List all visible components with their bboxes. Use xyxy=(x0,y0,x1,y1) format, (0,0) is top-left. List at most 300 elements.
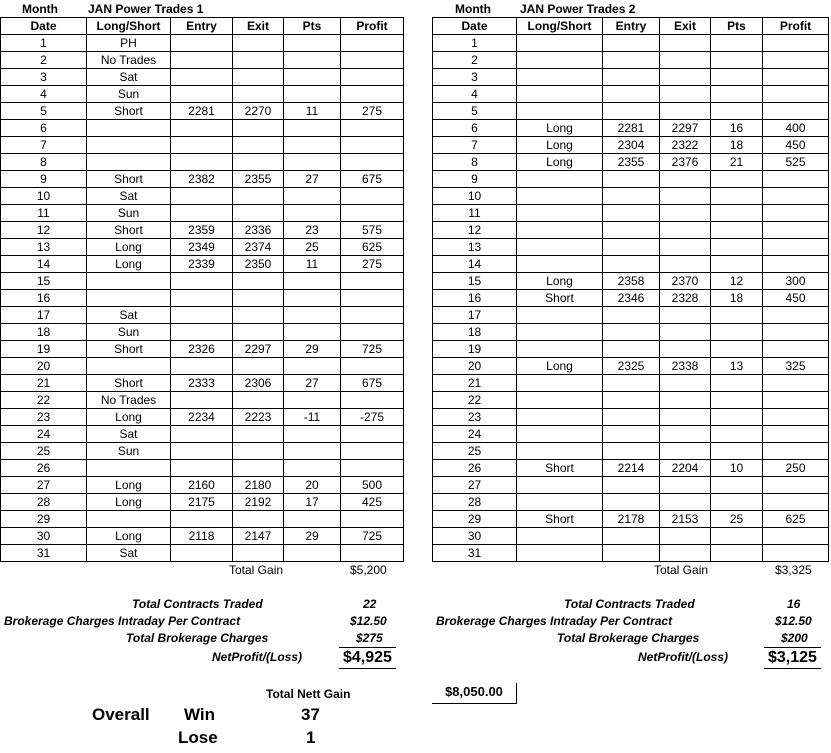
t1-cell-profit xyxy=(341,443,404,460)
t1-col-entry: Entry xyxy=(171,18,233,35)
t1-cell-pts xyxy=(284,426,341,443)
t1-cell-profit xyxy=(341,460,404,477)
t2-cell-entry: 2304 xyxy=(603,137,660,154)
t1-cell-date: 25 xyxy=(1,443,87,460)
t1-cell-date: 7 xyxy=(1,137,87,154)
table-row xyxy=(1,256,404,273)
t1-cell-entry xyxy=(171,324,233,341)
table-row xyxy=(1,103,404,120)
t1-total-gain: $5,200 xyxy=(350,563,387,577)
t1-cell-entry xyxy=(171,35,233,52)
t2-cell-exit xyxy=(660,375,711,392)
t2-cell-long-short xyxy=(517,392,603,409)
t2-cell-profit xyxy=(763,409,829,426)
t2-cell-long-short xyxy=(517,324,603,341)
t1-cell-entry xyxy=(171,188,233,205)
t1-cell-exit xyxy=(233,120,284,137)
t1-cell-profit: 425 xyxy=(341,494,404,511)
table-row xyxy=(433,375,829,392)
t1-cell-pts xyxy=(284,290,341,307)
t2-cell-profit xyxy=(763,205,829,222)
table-row xyxy=(433,494,829,511)
t2-cell-entry xyxy=(603,171,660,188)
t2-cell-long-short xyxy=(517,188,603,205)
table-row xyxy=(433,409,829,426)
t1-cell-profit xyxy=(341,154,404,171)
t2-cell-exit xyxy=(660,256,711,273)
t1-cell-exit: 2374 xyxy=(233,239,284,256)
t2-cell-long-short xyxy=(517,222,603,239)
t1-cell-long-short xyxy=(87,273,171,290)
table-row xyxy=(433,324,829,341)
t1-cell-pts: 11 xyxy=(284,103,341,120)
t1-cell-profit: 675 xyxy=(341,375,404,392)
t1-cell-pts xyxy=(284,69,341,86)
t2-cell-exit: 2370 xyxy=(660,273,711,290)
table-row xyxy=(1,358,404,375)
t1-col-exit: Exit xyxy=(233,18,284,35)
t2-cell-profit: 525 xyxy=(763,154,829,171)
t1-cell-date: 21 xyxy=(1,375,87,392)
table-row xyxy=(1,494,404,511)
t1-cell-date: 18 xyxy=(1,324,87,341)
table-row xyxy=(1,528,404,545)
t2-cell-entry xyxy=(603,392,660,409)
t2-month-label: Month xyxy=(455,2,491,16)
t1-cell-exit: 2223 xyxy=(233,409,284,426)
t2-cell-date: 30 xyxy=(433,528,517,545)
t2-cell-date: 5 xyxy=(433,103,517,120)
t1-cell-pts: 23 xyxy=(284,222,341,239)
t2-net-profit: $3,125 xyxy=(764,647,821,669)
t1-cell-profit: 625 xyxy=(341,239,404,256)
t1-cell-entry: 2234 xyxy=(171,409,233,426)
t2-cell-exit xyxy=(660,494,711,511)
t2-table xyxy=(432,17,829,562)
table-row xyxy=(433,171,829,188)
t1-cell-long-short: No Trades xyxy=(87,52,171,69)
t1-cell-pts: 29 xyxy=(284,528,341,545)
t1-cell-pts xyxy=(284,154,341,171)
t1-col-long-short: Long/Short xyxy=(87,18,171,35)
t1-cell-pts xyxy=(284,511,341,528)
t1-cell-profit xyxy=(341,137,404,154)
t1-cell-long-short xyxy=(87,154,171,171)
t1-cell-exit xyxy=(233,137,284,154)
t1-cell-profit xyxy=(341,545,404,562)
t1-cell-long-short: Short xyxy=(87,375,171,392)
t2-cell-entry xyxy=(603,86,660,103)
t1-cell-profit: 275 xyxy=(341,256,404,273)
t2-cell-pts: 10 xyxy=(711,460,763,477)
t1-cell-pts: 11 xyxy=(284,256,341,273)
t2-cell-entry xyxy=(603,443,660,460)
t2-cell-exit xyxy=(660,477,711,494)
table-row xyxy=(433,307,829,324)
t2-col-profit: Profit xyxy=(763,18,829,35)
t1-total-gain-label: Total Gain xyxy=(229,563,284,577)
t1-cell-exit xyxy=(233,443,284,460)
t1-cell-date: 16 xyxy=(1,290,87,307)
t2-cell-profit xyxy=(763,171,829,188)
t1-cell-date: 22 xyxy=(1,392,87,409)
t2-col-entry: Entry xyxy=(603,18,660,35)
t1-cell-long-short: Long xyxy=(87,256,171,273)
t1-col-date: Date xyxy=(1,18,87,35)
t2-cell-entry xyxy=(603,103,660,120)
t2-col-date: Date xyxy=(433,18,517,35)
t2-cell-exit: 2153 xyxy=(660,511,711,528)
t1-cell-exit: 2147 xyxy=(233,528,284,545)
t1-cell-profit: -275 xyxy=(341,409,404,426)
table-row xyxy=(433,35,829,52)
t1-cell-date: 9 xyxy=(1,171,87,188)
t2-cell-pts xyxy=(711,307,763,324)
t2-cell-date: 6 xyxy=(433,120,517,137)
t1-cell-pts: 29 xyxy=(284,341,341,358)
t1-cell-exit xyxy=(233,52,284,69)
t1-cell-entry: 2339 xyxy=(171,256,233,273)
table-row xyxy=(1,273,404,290)
table-row xyxy=(1,375,404,392)
t1-cell-entry xyxy=(171,273,233,290)
t2-cell-pts xyxy=(711,222,763,239)
t2-cell-entry xyxy=(603,69,660,86)
t1-cell-date: 28 xyxy=(1,494,87,511)
t1-cell-exit xyxy=(233,290,284,307)
t1-cell-exit xyxy=(233,460,284,477)
t1-cell-date: 20 xyxy=(1,358,87,375)
t2-cell-profit xyxy=(763,392,829,409)
t1-net-profit: $4,925 xyxy=(339,647,396,669)
t2-cell-date: 25 xyxy=(433,443,517,460)
t1-cell-pts xyxy=(284,545,341,562)
t2-col-long-short: Long/Short xyxy=(517,18,603,35)
table-row xyxy=(1,477,404,494)
t1-cell-long-short: Sat xyxy=(87,307,171,324)
t1-cell-exit xyxy=(233,69,284,86)
table-row xyxy=(1,69,404,86)
t2-cell-exit: 2204 xyxy=(660,460,711,477)
t2-cell-pts xyxy=(711,545,763,562)
t1-cell-profit xyxy=(341,273,404,290)
t1-cell-entry xyxy=(171,86,233,103)
t1-cell-profit xyxy=(341,324,404,341)
t2-cell-long-short xyxy=(517,528,603,545)
t1-cell-entry: 2382 xyxy=(171,171,233,188)
t2-cell-entry xyxy=(603,222,660,239)
table-row xyxy=(1,460,404,477)
t1-cell-date: 8 xyxy=(1,154,87,171)
t2-cell-exit: 2376 xyxy=(660,154,711,171)
t2-contracts: 16 xyxy=(787,597,801,611)
t2-cell-date: 23 xyxy=(433,409,517,426)
t2-cell-long-short xyxy=(517,426,603,443)
t2-cell-profit xyxy=(763,307,829,324)
t2-cell-exit: 2328 xyxy=(660,290,711,307)
t1-cell-long-short: Short xyxy=(87,171,171,188)
table-row xyxy=(1,426,404,443)
t1-cell-pts xyxy=(284,324,341,341)
table-row xyxy=(433,426,829,443)
win-count: 37 xyxy=(301,705,320,724)
t1-cell-pts: 27 xyxy=(284,171,341,188)
t2-cell-pts: 16 xyxy=(711,120,763,137)
t1-cell-date: 24 xyxy=(1,426,87,443)
t1-cell-entry: 2359 xyxy=(171,222,233,239)
table-row xyxy=(433,460,829,477)
t2-total-gain: $3,325 xyxy=(775,563,812,577)
t1-contracts: 22 xyxy=(363,597,377,611)
table-row xyxy=(433,477,829,494)
t2-cell-profit xyxy=(763,341,829,358)
t2-cell-date: 19 xyxy=(433,341,517,358)
table-row xyxy=(1,52,404,69)
t2-cell-date: 27 xyxy=(433,477,517,494)
t2-cell-exit xyxy=(660,392,711,409)
t2-cell-exit xyxy=(660,86,711,103)
t1-net-label: NetProfit/(Loss) xyxy=(212,650,302,664)
t2-cell-pts: 13 xyxy=(711,358,763,375)
t2-cell-exit xyxy=(660,103,711,120)
t2-cell-entry xyxy=(603,239,660,256)
nett-gain-label: Total Nett Gain xyxy=(266,687,351,701)
t1-cell-pts xyxy=(284,35,341,52)
t1-cell-profit xyxy=(341,188,404,205)
t1-cell-long-short: Sat xyxy=(87,545,171,562)
t2-cell-exit xyxy=(660,222,711,239)
t2-cell-profit xyxy=(763,528,829,545)
t1-cell-long-short xyxy=(87,511,171,528)
t2-brokerage-total-label: Total Brokerage Charges xyxy=(557,631,700,645)
t2-cell-long-short: Long xyxy=(517,358,603,375)
table-row xyxy=(433,511,829,528)
table-row xyxy=(1,392,404,409)
t2-cell-long-short xyxy=(517,477,603,494)
t2-cell-exit xyxy=(660,69,711,86)
t1-col-pts: Pts xyxy=(284,18,341,35)
table-row xyxy=(1,409,404,426)
t2-cell-date: 17 xyxy=(433,307,517,324)
t1-cell-entry xyxy=(171,120,233,137)
t1-cell-entry: 2175 xyxy=(171,494,233,511)
lose-count: 1 xyxy=(306,728,316,747)
t2-cell-entry: 2346 xyxy=(603,290,660,307)
t2-cell-pts xyxy=(711,256,763,273)
table-row xyxy=(1,188,404,205)
t1-cell-exit: 2297 xyxy=(233,341,284,358)
t2-cell-date: 16 xyxy=(433,290,517,307)
t2-cell-long-short xyxy=(517,52,603,69)
t2-cell-entry xyxy=(603,528,660,545)
t1-cell-entry: 2333 xyxy=(171,375,233,392)
t1-cell-exit xyxy=(233,154,284,171)
table-row xyxy=(1,171,404,188)
table-row xyxy=(433,103,829,120)
table-row xyxy=(1,341,404,358)
t2-cell-profit xyxy=(763,188,829,205)
t1-cell-date: 3 xyxy=(1,69,87,86)
t1-cell-entry: 2349 xyxy=(171,239,233,256)
t2-cell-exit xyxy=(660,545,711,562)
t1-cell-exit: 2336 xyxy=(233,222,284,239)
t1-cell-long-short: Long xyxy=(87,477,171,494)
t2-cell-pts xyxy=(711,103,763,120)
table-row xyxy=(433,545,829,562)
t1-cell-profit xyxy=(341,358,404,375)
t2-header-row xyxy=(433,18,829,35)
t1-cell-pts xyxy=(284,137,341,154)
t2-cell-profit xyxy=(763,52,829,69)
t1-cell-long-short xyxy=(87,358,171,375)
t1-brokerage-rate: $12.50 xyxy=(350,614,387,628)
t2-cell-date: 8 xyxy=(433,154,517,171)
t1-cell-long-short: Sun xyxy=(87,86,171,103)
t2-cell-date: 9 xyxy=(433,171,517,188)
t2-cell-entry xyxy=(603,494,660,511)
t1-cell-date: 1 xyxy=(1,35,87,52)
t1-cell-date: 27 xyxy=(1,477,87,494)
t2-cell-pts xyxy=(711,52,763,69)
table-row xyxy=(433,69,829,86)
t1-cell-profit xyxy=(341,392,404,409)
t2-cell-profit: 300 xyxy=(763,273,829,290)
t2-cell-entry xyxy=(603,52,660,69)
t1-cell-pts: 27 xyxy=(284,375,341,392)
t1-cell-profit xyxy=(341,511,404,528)
t2-cell-pts: 25 xyxy=(711,511,763,528)
t1-cell-long-short: Long xyxy=(87,528,171,545)
t1-cell-entry xyxy=(171,307,233,324)
t2-cell-profit: 450 xyxy=(763,137,829,154)
t1-cell-profit xyxy=(341,307,404,324)
t2-cell-long-short: Short xyxy=(517,511,603,528)
t1-cell-pts xyxy=(284,358,341,375)
t2-cell-pts xyxy=(711,86,763,103)
t1-table xyxy=(0,17,404,562)
t2-col-pts: Pts xyxy=(711,18,763,35)
t1-cell-profit xyxy=(341,290,404,307)
t1-cell-exit xyxy=(233,426,284,443)
t2-cell-date: 4 xyxy=(433,86,517,103)
t2-cell-long-short: Short xyxy=(517,290,603,307)
t2-cell-long-short xyxy=(517,494,603,511)
t1-brokerage-total: $275 xyxy=(356,631,383,645)
t2-cell-long-short xyxy=(517,69,603,86)
t2-cell-long-short xyxy=(517,545,603,562)
t1-cell-pts xyxy=(284,205,341,222)
t2-cell-long-short xyxy=(517,409,603,426)
t1-cell-profit: 725 xyxy=(341,341,404,358)
t1-cell-entry xyxy=(171,358,233,375)
t1-cell-profit xyxy=(341,52,404,69)
t1-cell-long-short: Short xyxy=(87,103,171,120)
table-row xyxy=(1,307,404,324)
t2-cell-entry xyxy=(603,341,660,358)
t1-cell-long-short: Sun xyxy=(87,324,171,341)
t1-cell-exit xyxy=(233,86,284,103)
t2-cell-date: 26 xyxy=(433,460,517,477)
t1-cell-exit xyxy=(233,392,284,409)
t2-cell-exit: 2297 xyxy=(660,120,711,137)
t1-cell-entry xyxy=(171,52,233,69)
t2-cell-profit: 625 xyxy=(763,511,829,528)
t1-cell-pts: 25 xyxy=(284,239,341,256)
t2-cell-exit xyxy=(660,205,711,222)
t2-cell-date: 12 xyxy=(433,222,517,239)
t1-cell-date: 10 xyxy=(1,188,87,205)
t1-cell-long-short: Sat xyxy=(87,426,171,443)
t2-cell-long-short: Short xyxy=(517,460,603,477)
overall-label: Overall xyxy=(92,705,150,724)
t1-cell-date: 15 xyxy=(1,273,87,290)
table-row xyxy=(1,35,404,52)
t1-cell-exit xyxy=(233,307,284,324)
t1-cell-profit: 675 xyxy=(341,171,404,188)
t2-cell-exit: 2322 xyxy=(660,137,711,154)
t1-cell-entry xyxy=(171,392,233,409)
t1-cell-date: 23 xyxy=(1,409,87,426)
t1-cell-exit: 2350 xyxy=(233,256,284,273)
t1-cell-long-short: No Trades xyxy=(87,392,171,409)
t2-cell-profit xyxy=(763,477,829,494)
t1-cell-exit: 2180 xyxy=(233,477,284,494)
t1-cell-exit xyxy=(233,324,284,341)
t2-cell-profit xyxy=(763,494,829,511)
t2-brokerage-rate: $12.50 xyxy=(775,614,812,628)
t1-cell-entry: 2118 xyxy=(171,528,233,545)
t2-cell-long-short xyxy=(517,86,603,103)
t1-cell-date: 5 xyxy=(1,103,87,120)
t2-cell-long-short: Long xyxy=(517,273,603,290)
t1-cell-profit xyxy=(341,120,404,137)
t1-cell-date: 29 xyxy=(1,511,87,528)
t1-cell-date: 12 xyxy=(1,222,87,239)
t2-cell-pts: 18 xyxy=(711,290,763,307)
t2-cell-pts xyxy=(711,477,763,494)
t2-cell-pts xyxy=(711,528,763,545)
t2-cell-profit xyxy=(763,239,829,256)
t2-cell-pts xyxy=(711,494,763,511)
t2-cell-date: 28 xyxy=(433,494,517,511)
table-row xyxy=(433,154,829,171)
t1-cell-entry xyxy=(171,511,233,528)
t2-cell-long-short: Long xyxy=(517,120,603,137)
t2-cell-exit xyxy=(660,409,711,426)
t1-cell-long-short: Long xyxy=(87,409,171,426)
t2-cell-profit: 325 xyxy=(763,358,829,375)
t1-cell-entry xyxy=(171,69,233,86)
t2-cell-long-short: Long xyxy=(517,154,603,171)
t1-cell-exit xyxy=(233,358,284,375)
t1-cell-profit: 275 xyxy=(341,103,404,120)
t2-cell-pts: 21 xyxy=(711,154,763,171)
t1-cell-entry: 2326 xyxy=(171,341,233,358)
t2-cell-entry: 2355 xyxy=(603,154,660,171)
t2-cell-entry xyxy=(603,324,660,341)
t2-cell-entry xyxy=(603,545,660,562)
t2-cell-entry: 2358 xyxy=(603,273,660,290)
t2-cell-date: 10 xyxy=(433,188,517,205)
t2-cell-entry xyxy=(603,477,660,494)
t1-cell-long-short: Long xyxy=(87,239,171,256)
table-row xyxy=(433,205,829,222)
t1-cell-entry xyxy=(171,205,233,222)
table-row xyxy=(1,86,404,103)
t1-cell-date: 30 xyxy=(1,528,87,545)
t2-cell-exit xyxy=(660,528,711,545)
t1-cell-exit: 2270 xyxy=(233,103,284,120)
